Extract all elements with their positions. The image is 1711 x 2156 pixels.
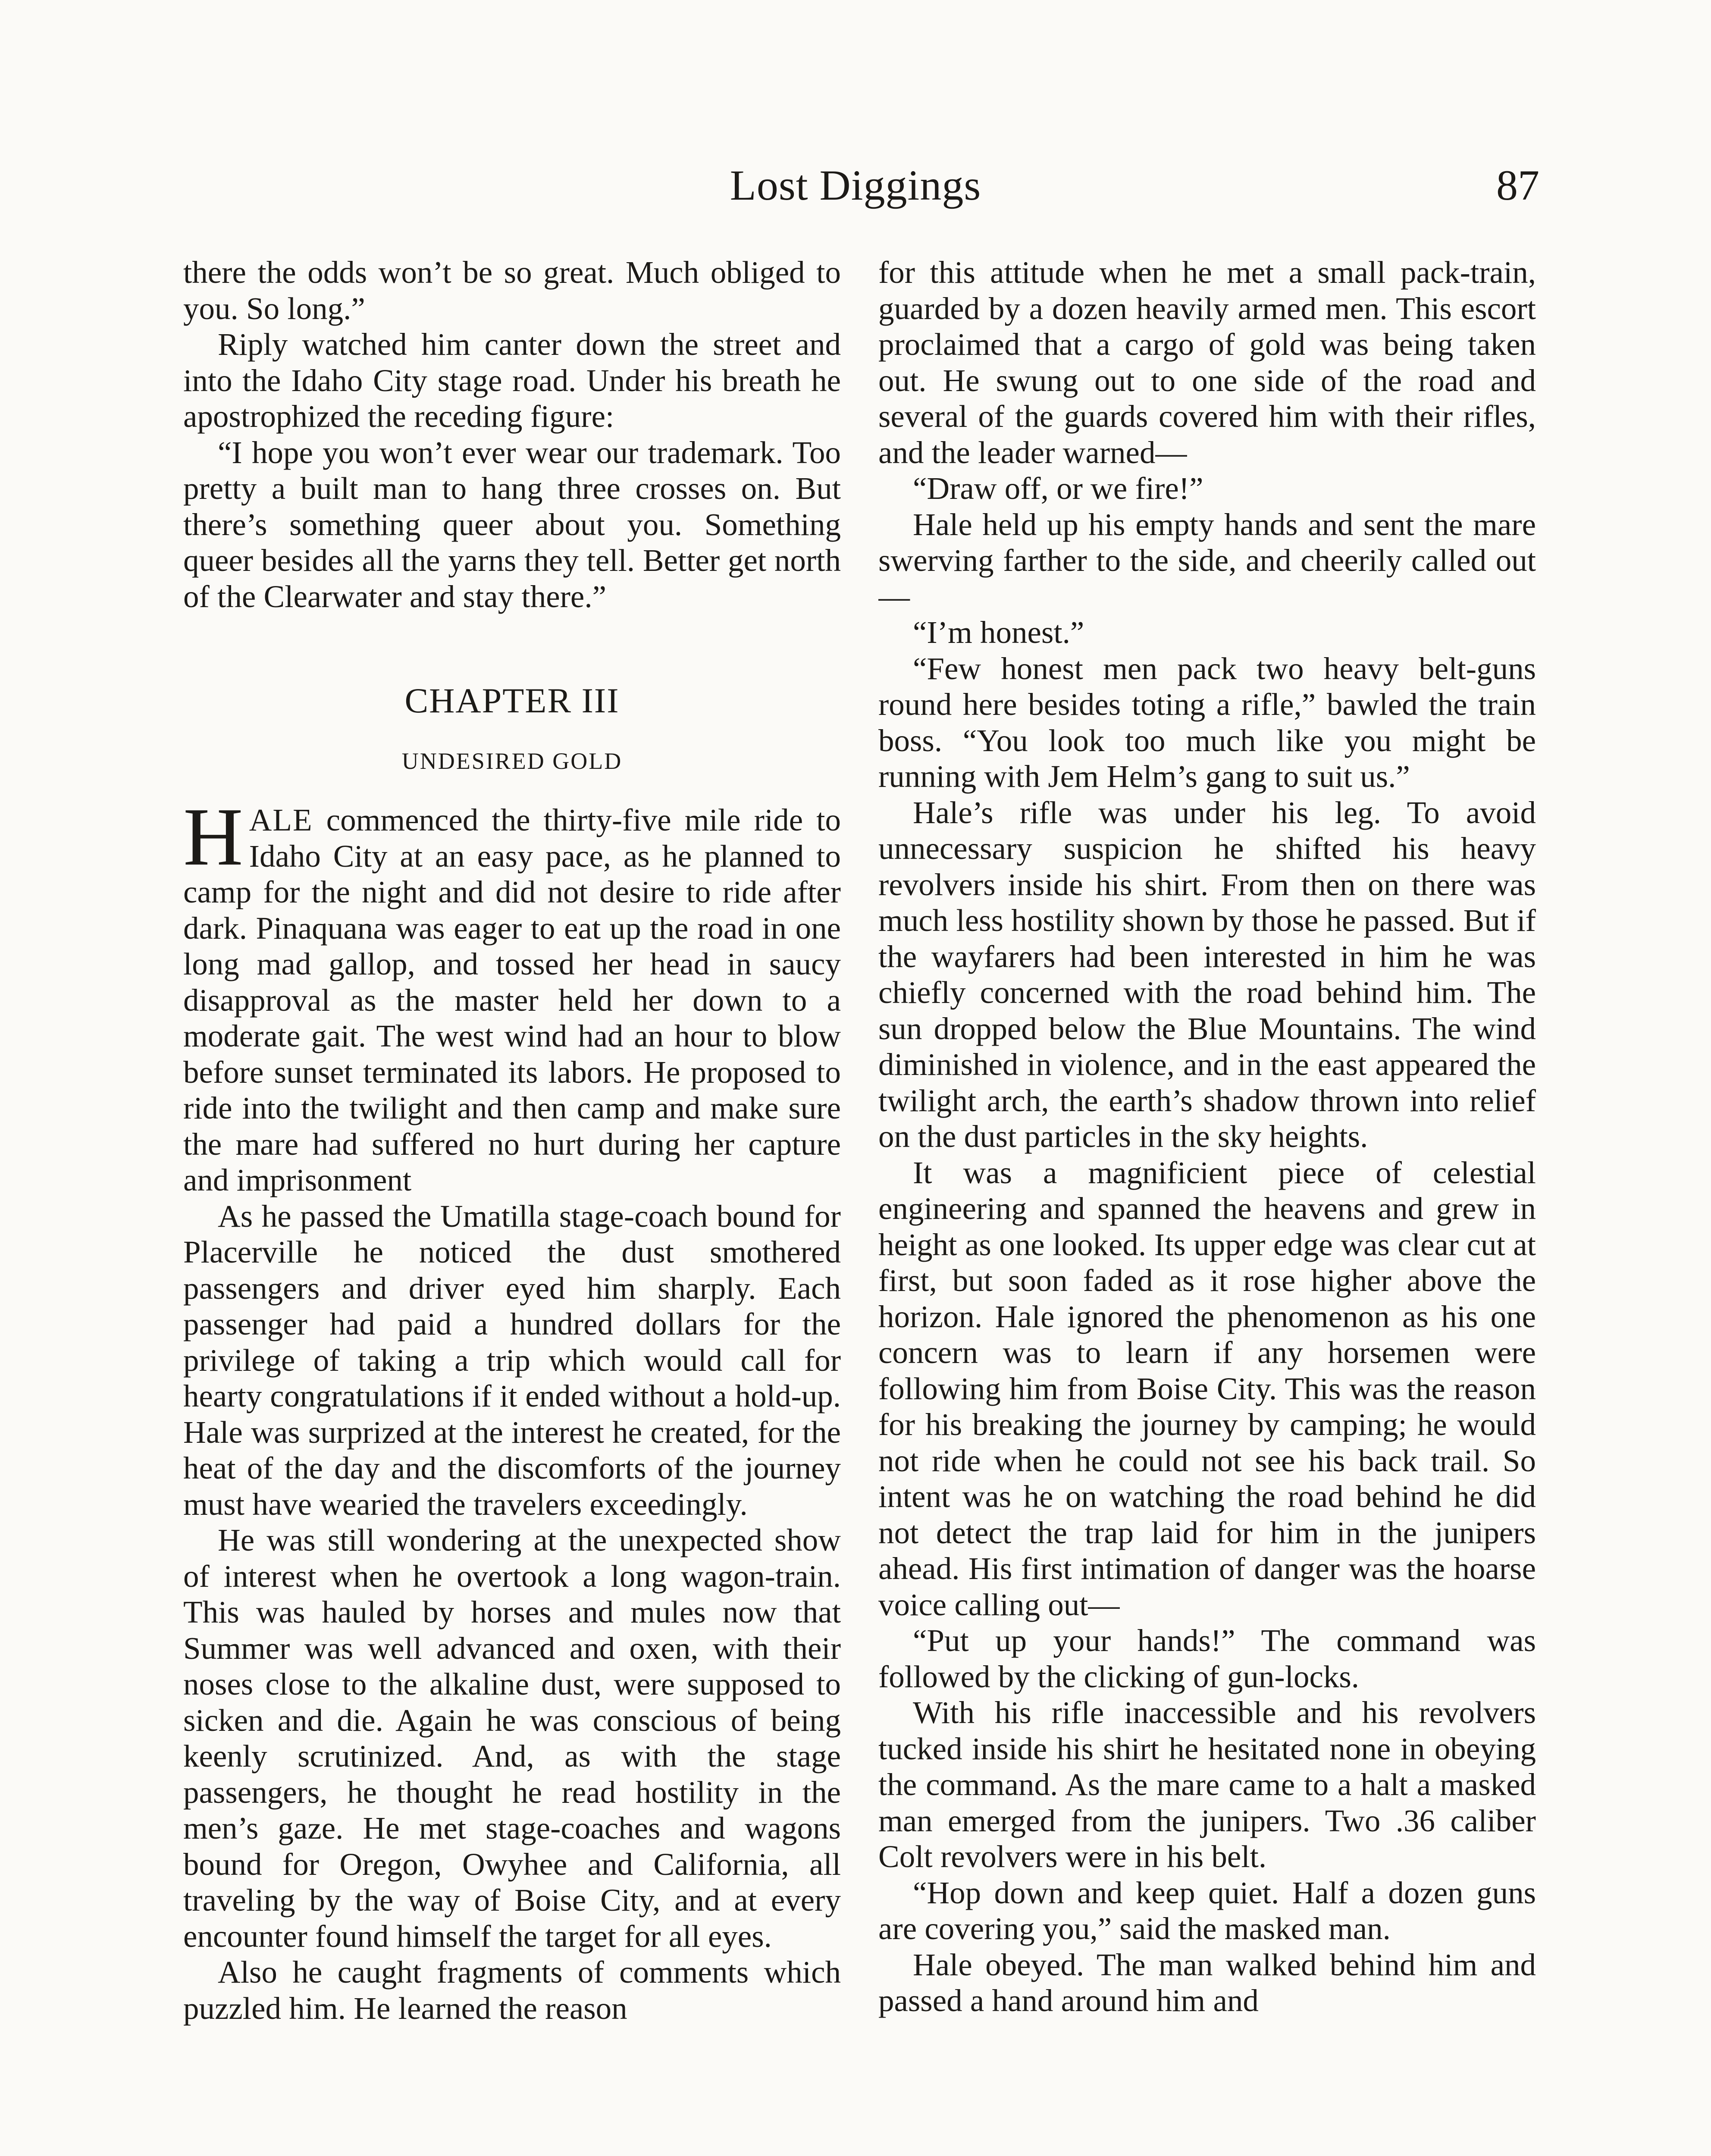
paragraph: “I’m honest.” (913, 615, 1084, 650)
paragraph: “Draw off, or we fire!” (913, 471, 1203, 506)
paragraph: Riply watched him canter down the street and into the Idaho City stage road. Under his breath he apostrophized the receding figure: (183, 327, 841, 434)
paragraph: Hale held up his empty hands and sent the mare swerving farther to the side, and cheerily called out— (878, 507, 1536, 614)
chapter-heading: CHAPTER III (404, 681, 620, 720)
paragraph: “I hope you won’t ever wear our trademark. Too pretty a built man to hang three crosses on. But there’s something queer about you. Something queer besides all the yarns they tell. Better get north of the Clearwater and stay there.” (183, 435, 841, 614)
paragraph: for this attitude when he met a small pack-train, guarded by a dozen heavily armed men. This escort proclaimed that a cargo of gold was being taken out. He swung out to one side of the road and several of the guards covered him with their rifles, and the leader warned— (878, 255, 1536, 470)
left-column (183, 254, 841, 2156)
paragraph: Also he caught fragments of comments which puzzled him. He learned the reason (183, 1955, 841, 2026)
paragraph: As he passed the Umatilla stage-coach bound for Placerville he noticed the dust smothered passengers and driver eyed him sharply. Each passenger had paid a hundred dollars for the privilege of taking a trip which would call for hearty congratulations if it ended without a hold-up. Hale was surprized at the interest he created, for the heat of the day and the discomforts of the journey must have wearied the travelers exceedingly. (183, 1198, 841, 1522)
paragraph: It was a magnificient piece of celestial engineering and spanned the heavens and grew in height as one looked. Its upper edge was clear cut at first, but soon faded as it rose higher above the horizon. Hale ignored the phenomenon as his one concern was to learn if any horsemen were following him from Boise City. This was the reason for his breaking the journey by camping; he would not ride when he could not see his back trail. So intent was he on watching the road behind he did not detect the trap laid for him in the junipers ahead. His first intimation of danger was the hoarse voice calling out— (878, 1155, 1536, 1622)
paragraph: “Few honest men pack two heavy belt-guns round here besides toting a rifle,” bawled the train boss. “You look too much like you might be running with Jem Helm’s gang to suit us.” (878, 651, 1536, 794)
paragraph: With his rifle inaccessible and his revolvers tucked inside his shirt he hesitated none in obeying the command. As the mare came to a halt a masked man emerged from the junipers. Two .36 caliber Colt revolvers were in his belt. (878, 1695, 1536, 1874)
paragraph: “Hop down and keep quiet. Half a dozen guns are covering you,” said the masked man. (878, 1875, 1536, 1946)
opening-paragraph (183, 791, 841, 1198)
running-header-title: Lost Diggings (730, 161, 981, 209)
paragraph: He was still wondering at the unexpected show of interest when he overtook a long wagon-train. This was hauled by horses and mules now that Summer was well advanced and oxen, with their noses close to the alkaline dust, were supposed to sicken and die. Again he was conscious of being keenly scrutinized. And, as with the stage passengers, he thought he read hostility in the men’s gaze. He met stage-coaches and wagons bound for Oregon, Owyhee and California, all traveling by the way of Boise City, and at every encounter found himself the target for all eyes. (183, 1523, 841, 1954)
opening-small-caps: ALE (249, 802, 313, 837)
paragraph: Hale’s rifle was under his leg. To avoid unnecessary suspicion he shifted his heavy revolvers inside his shirt. From then on there was much less hostility shown by those he passed. But if the wayfarers had been interested in him he was chiefly concerned with the road behind him. The sun dropped below the Blue Mountains. The wind diminished in violence, and in the east appeared the twilight arch, the earth’s shadow thrown into relief on the dust particles in the sky heights. (878, 795, 1536, 1154)
drop-cap: H (183, 791, 243, 883)
page-number: 87 (1496, 161, 1539, 209)
paragraph: Hale obeyed. The man walked behind him and passed a hand around him and (878, 1947, 1536, 2018)
paragraph: “Put up your hands!” The command was followed by the clicking of gun-locks. (878, 1623, 1536, 1694)
opening-text: commenced the thirty-five mile ride to Idaho City at an easy pace, as he planned to camp for the night and did not desire to ride after dark. Pinaquana was eager to eat up the road in one long mad gallop, and tossed her head in saucy disapproval as the master held her down to a moderate gait. The west wind had an hour to blow before sunset terminated its labors. He proposed to ride into the twilight and then camp and make sure the mare had suffered no hurt during her capture and imprisonment (183, 802, 841, 1197)
right-column (878, 254, 1536, 2156)
paragraph: there the odds won’t be so great. Much obliged to you. So long.” (183, 255, 841, 326)
chapter-subtitle: UNDESIRED GOLD (401, 748, 623, 774)
